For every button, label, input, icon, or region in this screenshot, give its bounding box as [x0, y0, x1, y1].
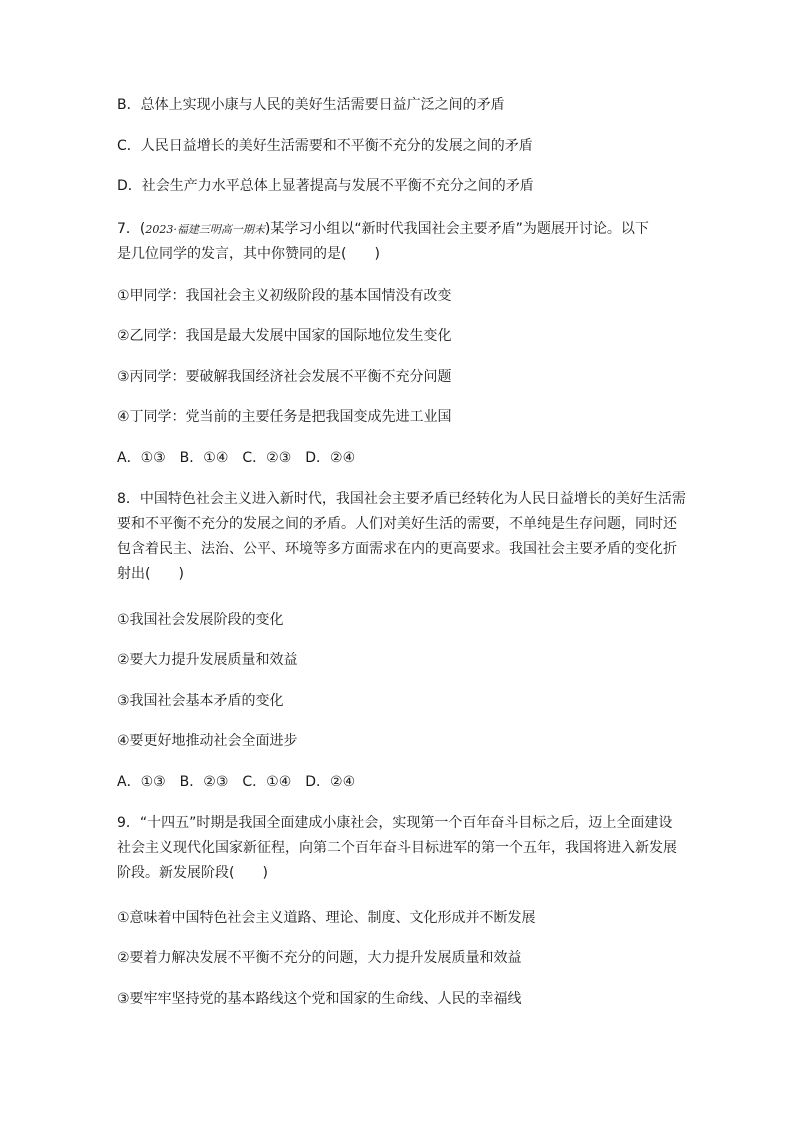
q9-item-1: ①意味着中国特色社会主义道路、理论、制度、文化形成并不断发展 [117, 910, 536, 926]
q9-stem-line2: 社会主义现代化国家新征程，向第二个百年奋斗目标进军的第一个五年，我国将进入新发展 [117, 840, 677, 856]
q8-item-4: ④要更好地推动社会全面进步 [117, 733, 298, 749]
q7-number: 7．( [117, 221, 146, 237]
q7-stem-line1 [117, 217, 697, 242]
q8-stem-line3: 包含着民主、法治、公平、环境等多方面需求在内的更高要求。我国社会主要矛盾的变化折 [117, 541, 677, 557]
q8-stem-line1: 8．中国特色社会主义进入新时代，我国社会主要矛盾已经转化为人民日益增长的美好生活需 [117, 491, 686, 507]
q7-answer-options: A．①③ B．①④ C．②③ D．②④ [117, 450, 356, 466]
q7-stem-line2: 是几位同学的发言，其中你赞同的是( ) [117, 246, 380, 262]
q7-item-4: ④丁同学：党当前的主要任务是把我国变成先进工业国 [117, 409, 452, 425]
q9-item-2: ②要着力解决发展不平衡不充分的问题，大力提升发展质量和效益 [117, 950, 522, 966]
q9-stem [117, 811, 697, 886]
q7-source: 2023·福建三明高一期末 [145, 223, 265, 236]
q7-stem [117, 217, 697, 267]
q8-item-1: ①我国社会发展阶段的变化 [117, 612, 284, 628]
q8-item-3: ③我国社会基本矛盾的变化 [117, 693, 284, 709]
q8-stem [117, 487, 697, 587]
q6-option-d: D．社会生产力水平总体上显著提高与发展不平衡不充分之间的矛盾 [117, 178, 534, 194]
q9-stem-line1: 9．“十四五”时期是我国全面建成小康社会，实现第一个百年奋斗目标之后，迈上全面建设 [117, 815, 673, 831]
q8-stem-line2: 要和不平衡不充分的发展之间的矛盾。人们对美好生活的需要，不单纯是生存问题，同时还 [117, 516, 677, 532]
q7-stem-line1-rest: )某学习小组以“新时代我国社会主要矛盾”为题展开讨论。以下 [264, 221, 649, 237]
q9-stem-line3: 阶段。新发展阶段( ) [117, 865, 268, 881]
q7-item-2: ②乙同学：我国是最大发展中国家的国际地位发生变化 [117, 328, 452, 344]
q6-option-c: C．人民日益增长的美好生活需要和不平衡不充分的发展之间的矛盾 [117, 138, 533, 154]
q6-option-b: B．总体上实现小康与人民的美好生活需要日益广泛之间的矛盾 [117, 97, 505, 113]
q8-item-2: ②要大力提升发展质量和效益 [117, 652, 298, 668]
q9-item-3: ③要牢牢坚持党的基本路线这个党和国家的生命线、人民的幸福线 [117, 991, 522, 1007]
q7-item-3: ③丙同学：要破解我国经济社会发展不平衡不充分问题 [117, 369, 452, 385]
q7-item-1: ①甲同学：我国社会主义初级阶段的基本国情没有改变 [117, 288, 452, 304]
q8-stem-line4: 射出( ) [117, 566, 184, 582]
q8-answer-options: A．①③ B．②③ C．①④ D．②④ [117, 774, 356, 790]
